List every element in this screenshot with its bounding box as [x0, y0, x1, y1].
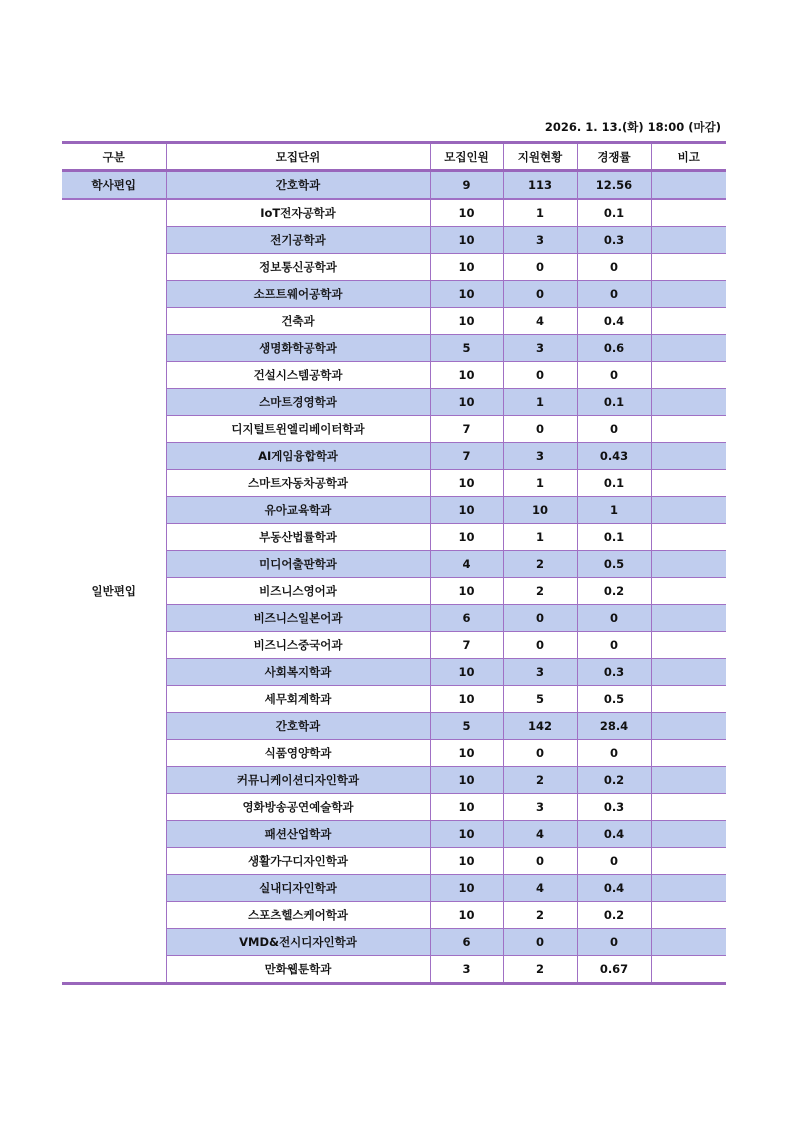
applicants-cell: 10 [503, 497, 577, 524]
quota-cell: 10 [430, 902, 503, 929]
ratio-cell: 0.43 [577, 443, 651, 470]
applicants-cell: 0 [503, 740, 577, 767]
quota-cell: 10 [430, 740, 503, 767]
note-cell [651, 470, 726, 497]
ratio-cell: 0.4 [577, 308, 651, 335]
unit-cell: 스포츠헬스케어학과 [166, 902, 430, 929]
ratio-cell: 0 [577, 254, 651, 281]
quota-cell: 7 [430, 443, 503, 470]
quota-cell: 10 [430, 578, 503, 605]
quota-cell: 7 [430, 632, 503, 659]
quota-cell: 10 [430, 227, 503, 254]
deadline-timestamp: 2026. 1. 13.(화) 18:00 (마감) [544, 120, 721, 134]
ratio-cell: 0.6 [577, 335, 651, 362]
quota-cell: 10 [430, 686, 503, 713]
applicants-cell: 113 [503, 171, 577, 200]
quota-cell: 10 [430, 821, 503, 848]
note-cell [651, 551, 726, 578]
applicants-cell: 3 [503, 227, 577, 254]
applicants-cell: 2 [503, 551, 577, 578]
applicants-cell: 0 [503, 929, 577, 956]
quota-cell: 10 [430, 470, 503, 497]
note-cell [651, 362, 726, 389]
quota-cell: 6 [430, 929, 503, 956]
note-cell [651, 199, 726, 227]
unit-cell: 정보통신공학과 [166, 254, 430, 281]
note-cell [651, 578, 726, 605]
applicants-cell: 1 [503, 470, 577, 497]
note-cell [651, 686, 726, 713]
quota-cell: 10 [430, 659, 503, 686]
quota-cell: 10 [430, 362, 503, 389]
unit-cell: 영화방송공연예술학과 [166, 794, 430, 821]
applicants-cell: 0 [503, 281, 577, 308]
note-cell [651, 902, 726, 929]
note-cell [651, 308, 726, 335]
ratio-cell: 0 [577, 605, 651, 632]
unit-cell: 비즈니스중국어과 [166, 632, 430, 659]
unit-cell: 생활가구디자인학과 [166, 848, 430, 875]
applicants-cell: 0 [503, 605, 577, 632]
ratio-cell: 0.1 [577, 524, 651, 551]
note-cell [651, 740, 726, 767]
ratio-cell: 0 [577, 416, 651, 443]
unit-cell: AI게임융합학과 [166, 443, 430, 470]
note-cell [651, 171, 726, 200]
quota-cell: 5 [430, 335, 503, 362]
applicants-cell: 3 [503, 659, 577, 686]
applicants-cell: 2 [503, 902, 577, 929]
applicants-cell: 0 [503, 632, 577, 659]
applicants-cell: 4 [503, 308, 577, 335]
ratio-cell: 0.3 [577, 794, 651, 821]
applicants-cell: 0 [503, 848, 577, 875]
ratio-cell: 0.3 [577, 659, 651, 686]
quota-cell: 10 [430, 254, 503, 281]
category-cell: 일반편입 [62, 199, 166, 984]
ratio-cell: 0.3 [577, 227, 651, 254]
unit-cell: 세무회계학과 [166, 686, 430, 713]
unit-cell: 부동산법률학과 [166, 524, 430, 551]
quota-cell: 10 [430, 281, 503, 308]
ratio-cell: 0.1 [577, 389, 651, 416]
unit-cell: 미디어출판학과 [166, 551, 430, 578]
header-quota: 모집인원 [430, 143, 503, 171]
quota-cell: 4 [430, 551, 503, 578]
applicants-cell: 2 [503, 578, 577, 605]
table-row [62, 171, 726, 200]
table-row [62, 199, 726, 227]
applicants-cell: 142 [503, 713, 577, 740]
note-cell [651, 767, 726, 794]
quota-cell: 10 [430, 497, 503, 524]
unit-cell: 전기공학과 [166, 227, 430, 254]
ratio-cell: 0.5 [577, 686, 651, 713]
ratio-cell: 12.56 [577, 171, 651, 200]
unit-cell: 건축과 [166, 308, 430, 335]
quota-cell: 5 [430, 713, 503, 740]
applicants-cell: 3 [503, 794, 577, 821]
ratio-cell: 0 [577, 362, 651, 389]
unit-cell: 건설시스템공학과 [166, 362, 430, 389]
quota-cell: 10 [430, 794, 503, 821]
ratio-cell: 0 [577, 281, 651, 308]
ratio-cell: 28.4 [577, 713, 651, 740]
ratio-cell: 0.1 [577, 199, 651, 227]
ratio-cell: 0 [577, 632, 651, 659]
note-cell [651, 605, 726, 632]
applicants-cell: 3 [503, 335, 577, 362]
note-cell [651, 875, 726, 902]
quota-cell: 9 [430, 171, 503, 200]
header-applicants: 지원현황 [503, 143, 577, 171]
header-note: 비고 [651, 143, 726, 171]
note-cell [651, 929, 726, 956]
unit-cell: 비즈니스영어과 [166, 578, 430, 605]
unit-cell: 실내디자인학과 [166, 875, 430, 902]
note-cell [651, 821, 726, 848]
ratio-cell: 0.4 [577, 875, 651, 902]
applicants-cell: 1 [503, 389, 577, 416]
unit-cell: 생명화학공학과 [166, 335, 430, 362]
applicants-cell: 3 [503, 443, 577, 470]
applicants-cell: 0 [503, 362, 577, 389]
quota-cell: 6 [430, 605, 503, 632]
unit-cell: 디지털트윈엘리베이터학과 [166, 416, 430, 443]
note-cell [651, 497, 726, 524]
applicants-cell: 1 [503, 524, 577, 551]
quota-cell: 10 [430, 389, 503, 416]
unit-cell: 식품영양학과 [166, 740, 430, 767]
ratio-cell: 0 [577, 848, 651, 875]
applicants-cell: 2 [503, 767, 577, 794]
unit-cell: 간호학과 [166, 171, 430, 200]
quota-cell: 10 [430, 524, 503, 551]
unit-cell: 유아교육학과 [166, 497, 430, 524]
header-unit: 모집단위 [166, 143, 430, 171]
applicant-status-table [62, 141, 726, 985]
note-cell [651, 659, 726, 686]
applicants-cell: 0 [503, 254, 577, 281]
header-category: 구분 [62, 143, 166, 171]
unit-cell: 간호학과 [166, 713, 430, 740]
quota-cell: 10 [430, 848, 503, 875]
ratio-cell: 0.4 [577, 821, 651, 848]
unit-cell: 커뮤니케이션디자인학과 [166, 767, 430, 794]
quota-cell: 10 [430, 875, 503, 902]
note-cell [651, 443, 726, 470]
unit-cell: 스마트경영학과 [166, 389, 430, 416]
note-cell [651, 794, 726, 821]
unit-cell: 비즈니스일본어과 [166, 605, 430, 632]
note-cell [651, 227, 726, 254]
unit-cell: 스마트자동차공학과 [166, 470, 430, 497]
applicants-cell: 5 [503, 686, 577, 713]
note-cell [651, 254, 726, 281]
ratio-cell: 0.67 [577, 956, 651, 984]
unit-cell: 소프트웨어공학과 [166, 281, 430, 308]
applicants-cell: 0 [503, 416, 577, 443]
quota-cell: 10 [430, 767, 503, 794]
note-cell [651, 848, 726, 875]
note-cell [651, 389, 726, 416]
note-cell [651, 524, 726, 551]
ratio-cell: 0 [577, 740, 651, 767]
ratio-cell: 0.5 [577, 551, 651, 578]
unit-cell: 패션산업학과 [166, 821, 430, 848]
ratio-cell: 0.1 [577, 470, 651, 497]
note-cell [651, 416, 726, 443]
unit-cell: 만화웹툰학과 [166, 956, 430, 984]
note-cell [651, 713, 726, 740]
applicants-cell: 2 [503, 956, 577, 984]
ratio-cell: 0 [577, 929, 651, 956]
note-cell [651, 281, 726, 308]
quota-cell: 7 [430, 416, 503, 443]
quota-cell: 3 [430, 956, 503, 984]
header-ratio: 경쟁률 [577, 143, 651, 171]
note-cell [651, 335, 726, 362]
unit-cell: IoT전자공학과 [166, 199, 430, 227]
quota-cell: 10 [430, 308, 503, 335]
applicants-cell: 4 [503, 821, 577, 848]
note-cell [651, 632, 726, 659]
applicants-cell: 4 [503, 875, 577, 902]
ratio-cell: 0.2 [577, 578, 651, 605]
ratio-cell: 0.2 [577, 902, 651, 929]
unit-cell: VMD&전시디자인학과 [166, 929, 430, 956]
ratio-cell: 1 [577, 497, 651, 524]
table-header-row [62, 143, 726, 171]
quota-cell: 10 [430, 199, 503, 227]
note-cell [651, 956, 726, 984]
applicants-cell: 1 [503, 199, 577, 227]
unit-cell: 사회복지학과 [166, 659, 430, 686]
category-cell: 학사편입 [62, 171, 166, 200]
ratio-cell: 0.2 [577, 767, 651, 794]
